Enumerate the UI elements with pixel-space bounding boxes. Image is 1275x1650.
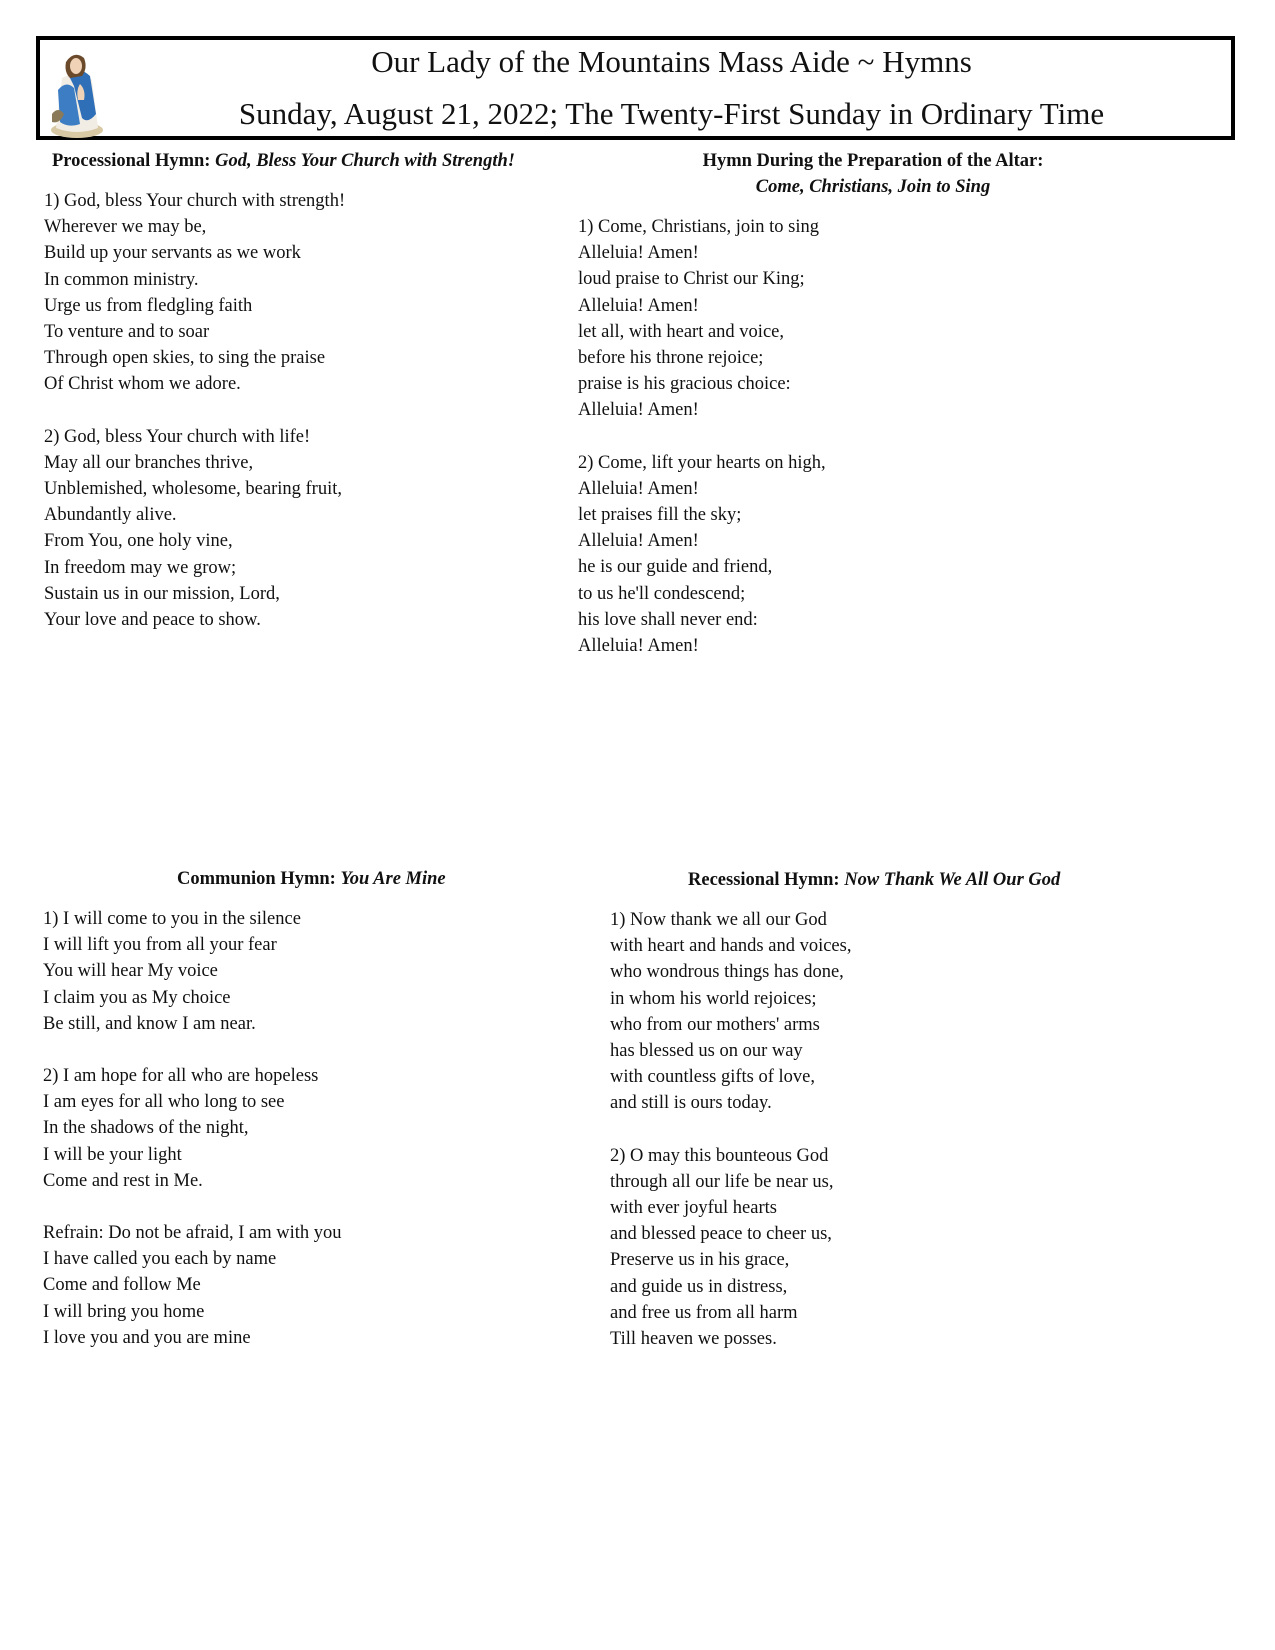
verse-line: and still is ours today. xyxy=(610,1093,772,1114)
verse-line: Alleluia! Amen! xyxy=(578,636,699,657)
verse-line: Alleluia! Amen! xyxy=(578,478,699,499)
verse-line: Through open skies, to sing the praise xyxy=(44,348,326,369)
verse-line: I have called you each by name xyxy=(43,1249,277,1270)
verse-line: in whom his world rejoices; xyxy=(610,988,817,1009)
verse-line: In common ministry. xyxy=(44,269,199,290)
preparation-verses xyxy=(578,214,1208,659)
verse-line: May all our branches thrive, xyxy=(44,452,254,473)
verse-line: Alleluia! Amen! xyxy=(578,243,699,264)
verse-line: Refrain: Do not be afraid, I am with you xyxy=(43,1223,342,1244)
preparation-title: Come, Christians, Join to Sing xyxy=(755,177,991,197)
verse-line: I love you and you are mine xyxy=(43,1327,251,1348)
verse xyxy=(43,1220,583,1351)
preparation-section xyxy=(578,148,1208,685)
verse-line: Build up your servants as we work xyxy=(44,243,301,264)
recessional-title: Now Thank We All Our God xyxy=(844,870,1061,890)
verse-line: Abundantly alive. xyxy=(44,505,177,526)
verse xyxy=(610,1143,1210,1353)
verse-line: with ever joyful hearts xyxy=(610,1198,777,1219)
verse-line: Your love and peace to show. xyxy=(44,610,261,631)
recessional-section xyxy=(610,867,1210,1378)
verse-line: Urge us from fledgling faith xyxy=(44,295,253,316)
verse-line: I will be your light xyxy=(43,1144,182,1165)
communion-section xyxy=(43,866,583,1377)
processional-title: God, Bless Your Church with Strength! xyxy=(215,151,515,171)
verse-line: 1) Now thank we all our God xyxy=(610,910,827,930)
verse xyxy=(578,214,1208,424)
verse-line: I am eyes for all who long to see xyxy=(43,1092,285,1113)
preparation-heading xyxy=(578,148,1168,200)
verse-line: with countless gifts of love, xyxy=(610,1067,816,1088)
verse xyxy=(610,907,1210,1117)
verse-line: who wondrous things has done, xyxy=(610,962,844,983)
verse xyxy=(43,906,583,1037)
verse-line: let praises fill the sky; xyxy=(578,505,742,526)
verse-line: 2) I am hope for all who are hopeless xyxy=(43,1066,319,1087)
verse-line: and guide us in distress, xyxy=(610,1276,788,1297)
header-box xyxy=(36,36,1235,140)
verse-line: From You, one holy vine, xyxy=(44,531,233,552)
verse-line: and blessed peace to cheer us, xyxy=(610,1224,832,1245)
verse-line: Alleluia! Amen! xyxy=(578,400,699,421)
verse-line: has blessed us on our way xyxy=(610,1041,803,1062)
verse-line: I will lift you from all your fear xyxy=(43,935,277,956)
verse-line: Unblemished, wholesome, bearing fruit, xyxy=(44,479,342,500)
verse xyxy=(578,450,1208,660)
verse xyxy=(44,424,584,634)
communion-label: Communion Hymn: xyxy=(177,869,341,889)
verse-line: Wherever we may be, xyxy=(44,217,207,238)
verse-line: Alleluia! Amen! xyxy=(578,531,699,552)
verse-line: Till heaven we posses. xyxy=(610,1329,777,1350)
verse-line: In freedom may we grow; xyxy=(44,557,237,578)
verse xyxy=(44,188,584,398)
communion-verses xyxy=(43,906,583,1351)
page-title: Our Lady of the Mountains Mass Aide ~ Hymns xyxy=(371,44,972,79)
verse-line: I will bring you home xyxy=(43,1301,205,1322)
verse-line: his love shall never end: xyxy=(578,609,758,630)
verse-line: 1) God, bless Your church with strength! xyxy=(44,191,346,211)
processional-label: Processional Hymn: xyxy=(52,151,216,171)
verse-line: In the shadows of the night, xyxy=(43,1118,249,1139)
verse-line: 2) O may this bounteous God xyxy=(610,1145,829,1166)
recessional-label: Recessional Hymn: xyxy=(688,870,845,890)
verse-line: praise is his gracious choice: xyxy=(578,374,791,395)
verse-line: he is our guide and friend, xyxy=(578,557,773,578)
verse-line: to us he'll condescend; xyxy=(578,583,746,604)
verse-line: let all, with heart and voice, xyxy=(578,321,784,342)
processional-section xyxy=(44,148,584,659)
verse-line: 1) I will come to you in the silence xyxy=(43,909,301,929)
madonna-image-icon xyxy=(44,44,112,138)
verse-line: 2) God, bless Your church with life! xyxy=(44,426,311,447)
verse-line: Be still, and know I am near. xyxy=(43,1013,256,1034)
verse-line: Sustain us in our mission, Lord, xyxy=(44,583,280,604)
page-subtitle: Sunday, August 21, 2022; The Twenty-First Sunday in Ordinary Time xyxy=(238,96,1105,131)
verse-line: Preserve us in his grace, xyxy=(610,1250,790,1271)
verse xyxy=(43,1063,583,1194)
recessional-verses xyxy=(610,907,1210,1352)
recessional-heading xyxy=(610,867,1210,893)
verse-line: Alleluia! Amen! xyxy=(578,295,699,316)
verse-line: with heart and hands and voices, xyxy=(610,936,852,957)
verse-line: loud praise to Christ our King; xyxy=(578,269,805,290)
communion-heading xyxy=(43,866,583,892)
verse-line: who from our mothers' arms xyxy=(610,1014,820,1035)
communion-title: You Are Mine xyxy=(340,869,446,889)
verse-line: 1) Come, Christians, join to sing xyxy=(578,217,820,237)
preparation-label: Hymn During the Preparation of the Altar: xyxy=(702,151,1044,171)
verse-line: through all our life be near us, xyxy=(610,1171,834,1192)
verse-line: and free us from all harm xyxy=(610,1302,798,1323)
processional-verses xyxy=(44,188,584,633)
verse-line: You will hear My voice xyxy=(43,961,218,982)
verse-line: Come and rest in Me. xyxy=(43,1170,203,1191)
verse-line: Of Christ whom we adore. xyxy=(44,374,241,395)
verse-line: To venture and to soar xyxy=(44,322,210,343)
verse-line: Come and follow Me xyxy=(43,1275,201,1296)
processional-heading xyxy=(44,148,584,174)
verse-line: 2) Come, lift your hearts on high, xyxy=(578,452,826,473)
verse-line: I claim you as My choice xyxy=(43,987,231,1008)
verse-line: before his throne rejoice; xyxy=(578,348,764,369)
